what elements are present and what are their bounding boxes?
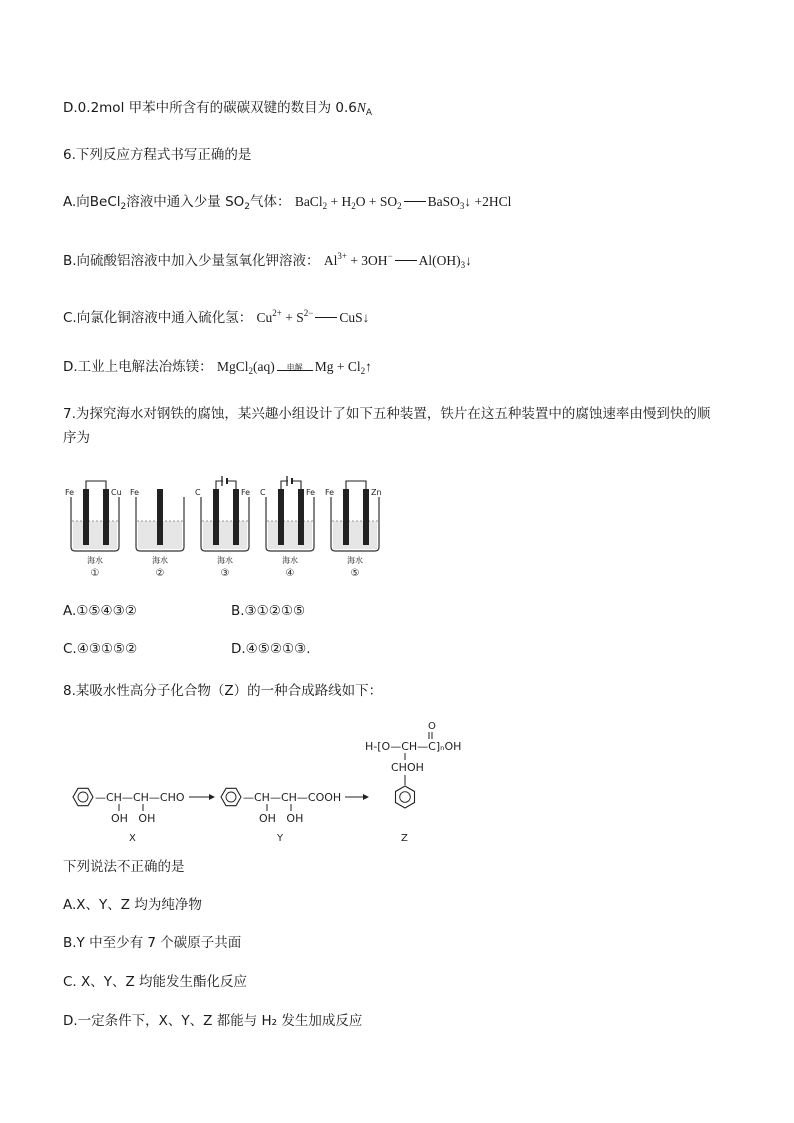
q6-option-d	[63, 357, 372, 381]
q7-option-c: C.④③①⑤②	[63, 641, 138, 657]
cell-number: ⑤	[350, 568, 360, 579]
cell-5	[325, 481, 382, 579]
q6a-text: A.向BeCl	[63, 194, 121, 210]
electrode	[343, 489, 349, 545]
electrode	[103, 489, 109, 545]
cell-label: 海水	[87, 556, 103, 565]
cell-number: ③	[220, 568, 230, 579]
avogadro-symbol: N	[356, 100, 366, 115]
sub: 2	[248, 366, 253, 376]
cell-number: ①	[90, 568, 100, 579]
sub: 2	[397, 201, 402, 211]
f: Al	[323, 253, 338, 268]
sub: 2	[120, 202, 127, 212]
q5-option-d	[63, 98, 372, 123]
sub: 2	[244, 202, 251, 212]
q6-stem: 6.下列反应方程式书写正确的是	[63, 147, 252, 163]
seawater	[333, 521, 377, 549]
seawater	[268, 521, 312, 549]
q8-stem: 8.某吸水性高分子化合物（Z）的一种合成路线如下：	[63, 683, 383, 699]
electrolysis-arrow	[277, 361, 313, 375]
q8-option-b: B.Y 中至少有 7 个碳原子共面	[63, 935, 242, 951]
cell-label: 海水	[282, 556, 298, 565]
q6c-text: C.向氯化铜溶液中通入硫化氢：	[63, 310, 253, 326]
electrode-label-left: C	[195, 488, 201, 497]
electrode	[83, 489, 89, 545]
q8-option-c: C. X、Y、Z 均能发生酯化反应	[63, 974, 248, 990]
electrode-label-right: Zn	[371, 488, 382, 497]
sub: 3	[459, 201, 465, 211]
cell-number: ④	[285, 568, 295, 579]
q7-apparatus-figure	[63, 475, 403, 585]
avogadro-sub: A	[365, 108, 373, 118]
f: (aq)	[253, 359, 275, 374]
electrolysis-label: 电解	[286, 362, 303, 372]
electrode-label-left: Fe	[65, 488, 75, 497]
seawater	[73, 521, 117, 549]
equals-bar	[404, 201, 426, 202]
electrode-label-left: C	[260, 488, 266, 497]
q8-option-a: A.X、Y、Z 均为纯净物	[63, 897, 202, 913]
sup: −	[387, 251, 393, 261]
f: Cu	[256, 310, 273, 325]
q5-option-d-text: D.0.2mol 甲苯中所含有的碳碳双键的数目为 0.6	[63, 100, 357, 116]
q7-stem	[63, 402, 733, 450]
f: ↓	[465, 253, 472, 268]
electrode	[363, 489, 369, 545]
f: MgCl	[216, 359, 249, 374]
cell-2	[130, 488, 184, 579]
battery-gap	[223, 479, 226, 483]
q6d-equation	[217, 359, 372, 374]
electrode-label-left: Fe	[325, 488, 335, 497]
sup: 2+	[272, 308, 282, 318]
f: BaSO	[427, 194, 460, 209]
cell-label: 海水	[152, 556, 168, 565]
f: O + SO	[355, 194, 398, 209]
f: + S	[281, 310, 304, 325]
q8-synthesis-route	[63, 715, 483, 855]
f: (OH)	[432, 253, 461, 268]
electrode	[278, 489, 284, 545]
wire	[346, 481, 366, 489]
y-oh: OH OH	[259, 812, 304, 825]
benzene-ring-z	[396, 786, 415, 808]
y-chain: —CH—CH—COOH	[243, 791, 342, 804]
equals-bar	[395, 260, 417, 261]
x-oh: OH OH	[111, 812, 156, 825]
q8-option-d: D.一定条件下，X、Y、Z 都能与 H₂ 发生加成反应	[63, 1013, 363, 1029]
battery-gap	[288, 479, 291, 483]
q6-option-b	[63, 246, 472, 275]
q7-option-d: D.④⑤②①③.	[231, 641, 311, 657]
q8-question: 下列说法不正确的是	[63, 859, 185, 875]
seawater	[203, 521, 247, 549]
sup: 2−	[303, 308, 314, 318]
sub: 2	[322, 201, 328, 211]
x-chain: —CH—CH—CHO	[95, 791, 185, 804]
q7-option-b: B.③①②①⑤	[231, 603, 306, 619]
benzene-ring-x	[73, 788, 93, 805]
f: + H	[327, 194, 352, 209]
z-mid: CHOH	[391, 761, 424, 774]
cell-3	[195, 476, 250, 579]
q7-stem-line1: 7.为探究海水对钢铁的腐蚀，某兴趣小组设计了如下五种装置，铁片在这五种装置中的腐蚀速率由慢到快的顺	[63, 406, 711, 422]
cell-label: 海水	[347, 556, 363, 565]
y-label: Y	[277, 833, 284, 844]
cell-4	[260, 476, 315, 579]
cell-label: 海水	[217, 556, 233, 565]
q6b-text: B.向硫酸铝溶液中加入少量氢氧化钾溶液：	[63, 253, 320, 269]
x-label: X	[129, 833, 136, 844]
electrode	[298, 489, 304, 545]
f: CuS↓	[339, 310, 370, 325]
equals-bar	[315, 317, 337, 318]
bar	[277, 370, 313, 371]
f: ↓ +2HCl	[464, 194, 512, 209]
benzene-ring-y	[221, 788, 241, 805]
q7-stem-line2: 序为	[63, 430, 90, 446]
z-o: O	[428, 721, 436, 732]
sup: 3+	[337, 251, 347, 261]
electrode	[213, 489, 219, 545]
q6d-text: D.工业上电解法冶炼镁：	[63, 359, 213, 375]
electrode-label-left: Fe	[130, 488, 140, 497]
q6a-equation	[295, 194, 512, 209]
cell-1	[65, 481, 122, 579]
q7-option-a: A.①⑤④③②	[63, 603, 137, 619]
electrode	[157, 489, 163, 545]
wire	[86, 481, 106, 489]
z-label: Z	[401, 833, 408, 844]
sub: 2	[351, 201, 356, 211]
q6b-equation	[324, 253, 472, 268]
f: Al	[418, 253, 433, 268]
f: ↑	[365, 359, 372, 374]
sub: 2	[360, 366, 366, 376]
electrode-label-right: Cu	[111, 488, 122, 497]
electrode-label-right: Fe	[241, 488, 251, 497]
q6a-text2: 溶液中通入少量 SO	[126, 194, 245, 210]
q6c-equation	[257, 310, 370, 325]
z-top: H-[O—CH—C]ₙOH	[365, 740, 462, 753]
cell-number: ②	[155, 568, 165, 579]
electrode-label-right: Fe	[306, 488, 316, 497]
q6-option-a	[63, 192, 511, 217]
sub: 3	[460, 260, 466, 270]
electrode	[233, 489, 239, 545]
q6-option-c	[63, 303, 369, 328]
q6a-text3: 气体：	[250, 194, 291, 210]
f: BaCl	[294, 194, 323, 209]
f: Mg + Cl	[314, 359, 361, 374]
f: + 3OH	[346, 253, 388, 268]
